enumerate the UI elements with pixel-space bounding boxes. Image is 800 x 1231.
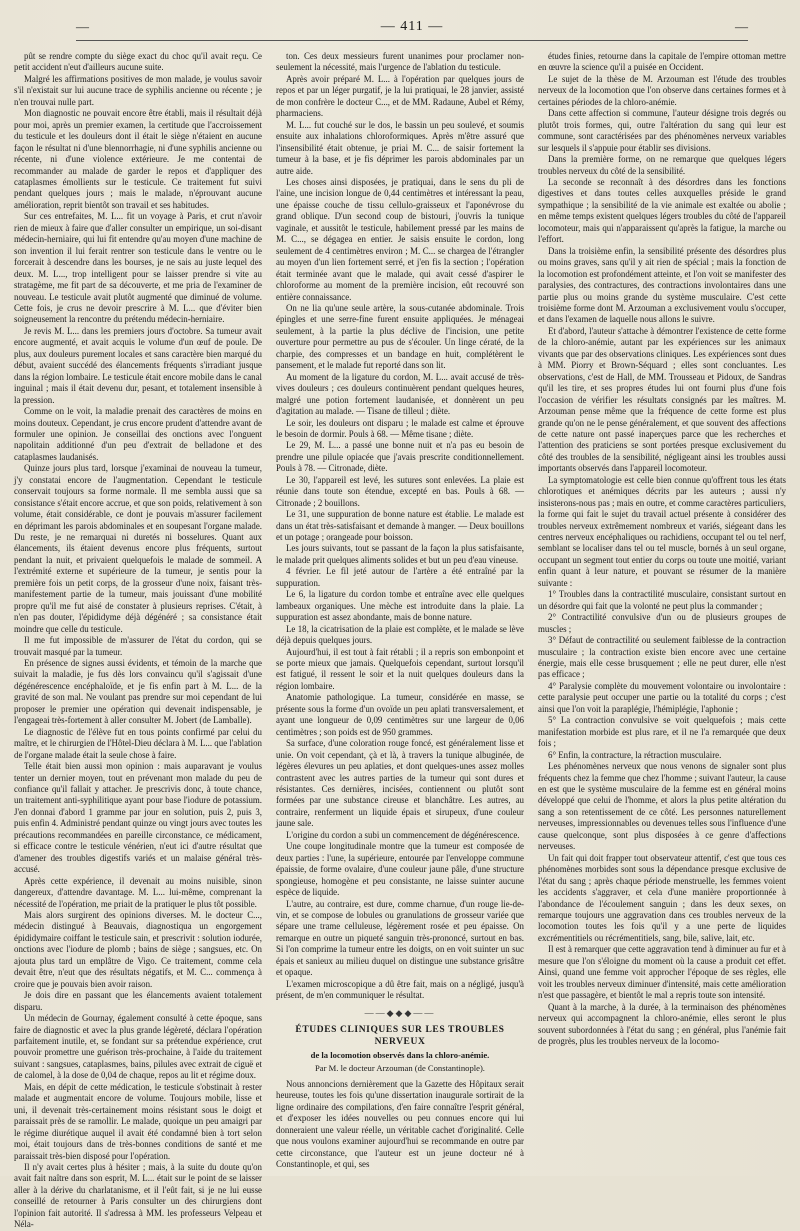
paragraph: Il me fut impossible de m'assurer de l'état du cordon, qui se trouvait masqué par la tumeur. [14, 635, 262, 657]
paragraph: Le 30, l'appareil est levé, les sutures sont enlevées. La plaie est réunie dans toute son étendue, excepté en bas. Pouls à 68. — Citronade ; 2 bouillons. [276, 474, 524, 508]
paragraph: Après cette expérience, il devenait au moins nuisible, sinon dangereux, d'attendre davantage. M. L... lui-même, comprenant la nécessité de l'opération, me priait de la pratiquer le plus tôt possible. [14, 875, 262, 909]
header-left-dash: — [76, 19, 89, 34]
paragraph: Au moment de la ligature du cordon, M. L... avait accusé de très-vives douleurs ; ces douleurs continuèrent pendant quelques heures, malgré une potion fortement laudanisée, et donnèrent un peu d'agitation au malade. — Tisane de tilleul ; diète. [276, 371, 524, 417]
paragraph: Les phénomènes nerveux que nous venons de signaler sont plus fréquents chez la femme que chez l'homme ; suivant l'auteur, la cause en est que le système musculaire de la femme est en général moins développé que celui de l'homme, et alors la plus petite altération du sang a son retentissement de ce côté. Les personnes naturellement nerveuses, impressionnables ou devenues telles sous l'influence d'une cause quelconque, sont plus disposées à ce genre d'affections nerveuses. [538, 761, 786, 852]
paragraph: Mais, en dépit de cette médication, le testicule s'obstinait à rester malade et augmentait encore de volume. Toujours mobile, lisse et uni, il devenait très-certainement moins résistant sous le doigt et paraissait près de se ramollir. Le malade, quoique un peu amaigri par le régime diurétique auquel il avait été condamné bien à tort selon moi, était toujours dans de très-bonnes conditions de santé et me paraissait très-bien disposé pour l'opération. [14, 1081, 262, 1161]
paragraph: Nous annoncions dernièrement que la Gazette des Hôpitaux serait heureuse, toutes les fois qu'une dissertation inaugurale sortirait de la ligne ordinaire des compilations, d'en faire connaître l'esprit général, et d'exposer les idées nouvelles ou peu connues encore qui lui donneraient une valeur réelle, un véritable cachet d'originalité. Celle que nous voulons examiner aujourd'hui se recommande en outre par cette circonstance, que l'auteur est un jeune docteur né à Constantinople, et qui, ses [276, 1078, 524, 1170]
paragraph: On ne lia qu'une seule artère, la sous-cutanée abdominale. Trois épingles et une serre-fine furent ensuite appliquées. Je ménageai seulement, à la partie la plus déclive de l'incision, une petite ouverture pour permettre au pus de s'écouler. Un linge cératé, de la charpie, des compresses et un bandage en huit, complétèrent le pansement, et le malade fut reporté dans son lit. [276, 302, 524, 371]
paragraph: Je revis M. L... dans les premiers jours d'octobre. Sa tumeur avait encore augmenté, et avait acquis le volume d'un œuf de poule. De plus, aux douleurs purement locales et sans caractère bien marqué du début, avaient succédé des élancements fréquents s'irradiant jusque dans la région lombaire. Le testicule était encore mobile dans le canal inguinal ; mais il était devenu dur, pesant, et totalement insensible à la pression. [14, 325, 262, 405]
paragraph: Mais alors surgirent des opinions diverses. M. le docteur C..., médecin distingué à Beauvais, diagnostiqua un engorgement épididymaire coiffant le testicule sain, et prescrivit : solution iodurée, onctions avec l'iodure de plomb ; bains de siège ; sangsues, etc. On ajouta plus tard un emplâtre de Vigo. Ce traitement, comme cela devait être, n'eut que des résultats négatifs, et M. C... commença à croire que je pouvais bien avoir raison. [14, 909, 262, 989]
page-header [76, 14, 748, 41]
paragraph: Sa surface, d'une coloration rouge foncé, est généralement lisse et unie. On voit cependant, çà et là, à travers la tunique albuginée, de légères élevures un peu aplaties, et dont quelques-unes assez molles contrastent avec les autres parties de la tumeur qui sont dures et résistantes. Ces dernières, incisées, contiennent ou plutôt sont formées par une substance cireuse et blanchâtre. Les autres, au contraire, renferment un liquide épais et sirupeux, d'une couleur jaune sale. [276, 738, 524, 829]
column-right [538, 51, 786, 1161]
paragraph: Quinze jours plus tard, lorsque j'examinai de nouveau la tumeur, j'y constatai encore de l'augmentation. Cependant le testicule conservait toujours sa forme normale. Il me sembla aussi que sa consistance s'était encore accrue, et que son poids, relativement à son volume, était considérable, ce dont je pouvais m'assurer facilement en déprimant les parois abdominales et en soupesant l'organe malade. Du reste, je ne remarquai ni duretés ni bosselures. Quant aux élancements, ils étaient devenus encore plus fréquents, surtout pendant la nuit, et privaient quelquefois le malade de sommeil. A l'extrémité externe et supérieure de la tumeur, je sentis pour la première fois un petit corps, de la grosseur d'une noix, faisant très-manifestement partie de la tumeur, mais jouissant d'une mobilité propre qu'il me fut aisé de constater à plusieurs reprises. C'était, à n'en pas douter, l'épididyme déjà dégénéré ; sa consistance était moindre que celle du testicule. [14, 463, 262, 634]
paragraph: Le soir, les douleurs ont disparu ; le malade est calme et éprouve le besoin de dormir. Pouls à 68. — Même tisane ; diète. [276, 417, 524, 439]
paragraph: ton. Ces deux messieurs furent unanimes pour proclamer non-seulement la nécessité, mais l'urgence de l'ablation du testicule. [276, 51, 524, 73]
paragraph: Un médecin de Gournay, également consulté à cette époque, sans faire de diagnostic et avec la plus grande légèreté, déclara l'opération parfaitement inutile, et, se fondant sur sa prétendue expérience, crut pouvoir promettre une guérison très-prochaine, à l'aide du traitement suivant : sangsues, cataplasmes, bains, pilules avec extrait de ciguë et de calomel, à la dose de 0,04 de chaque, repos au lit et régime doux. [14, 1013, 262, 1081]
paragraph: Aujourd'hui, il est tout à fait rétabli ; il a repris son embonpoint et se porte mieux que jamais. Quelquefois cependant, surtout lorsqu'il est fatigué, il ressent le soir et la nuit quelques douleurs dans la région lombaire. [276, 646, 524, 691]
paragraph: 3° Défaut de contractilité ou seulement faiblesse de la contraction musculaire ; la contraction existe bien encore avec une certaine énergie, mais elle cesse brusquement ; elle ne peut durer, elle n'est pas efficace ; [538, 635, 786, 680]
paragraph: Un fait qui doit frapper tout observateur attentif, c'est que tous ces phénomènes morbides sont sous la dépendance presque exclusive de l'état du sang ; après chaque période menstruelle, les femmes voient les accidents s'aggraver, et cela d'une manière proportionnée à l'abondance de l'écoulement sanguin ; dans les deux sexes, on remarque toujours une aggravation dans ces troubles nerveux de la locomotion toutes les fois qu'il y a une perte de liquides excrémentitiels ou récrémentitiels, sang, bile, salive, lait, etc. [538, 852, 786, 943]
paragraph: En présence de signes aussi évidents, et témoin de la marche que suivait la maladie, je fus dès lors convaincu qu'il s'agissait d'une dégénérescence encéphaloïde, et je fis enfin part à M. L... de la gravité de son mal. Ne voulant pas prendre sur moi cependant de lui proposer le premier une opération qui devenait indispensable, je l'engageai très-fortement à aller consulter M. Jobert (de Lamballe). [14, 658, 262, 726]
paragraph: Sur ces entrefaites, M. L... fit un voyage à Paris, et crut n'avoir rien de mieux à faire que d'aller consulter un empirique, un soi-disant médecin-herniaire, qui lui fit entendre qu'au moyen d'une machine de son invention il lui ferait rentrer son testicule dans le ventre ou le forcerait à descendre dans les bourses, je ne sais au juste lequel des deux. M. L..., trop intelligent pour se laisser prendre si vite au stratagème, me fit part de sa découverte, et me pria de l'examiner de nouveau. Le testicule avait plutôt augmenté que diminué de volume. Cette fois, je crus ne devoir prescrire à M. L... que d'éviter bien soigneusement la rencontre du prétendu médecin-herniaire. [14, 211, 262, 325]
paragraph: Le 31, une suppuration de bonne nature est établie. Le malade est dans un état très-satisfaisant et demande à manger. — Deux bouillons et un potage ; orangeade pour boisson. [276, 509, 524, 543]
page-number: — 411 — [380, 19, 444, 34]
paragraph: Je dois dire en passant que les élancements avaient totalement disparu. [14, 990, 262, 1012]
paragraph: 4 février. Le fil jeté autour de l'artère a été entraîné par la suppuration. [276, 566, 524, 588]
column-middle-article [276, 1079, 524, 1171]
article-byline: Par M. le docteur Arzouman (de Constantinople). [315, 1063, 485, 1074]
paragraph: Le diagnostic de l'élève fut en tous points confirmé par celui du maître, et le chirurgien de l'Hôtel-Dieu déclara à M. L... que l'ablation de l'organe malade était la seule chose à faire. [14, 726, 262, 760]
text-columns [14, 51, 786, 1230]
paragraph: 4° Paralysie complète du mouvement volontaire ou involontaire : cette paralysie peut occuper une partie ou la totalité du corps ; c'est ainsi que l'on voit la paraplégie, l'hémiplégie, l'aphonie ; [538, 680, 786, 714]
paragraph: Il n'y avait certes plus à hésiter ; mais, à la suite du doute qu'on avait fait naître dans son esprit, M. L... était sur le point de se laisser aller à la dérive du charlatanisme, et il l'eût fait, si je ne lui eusse conseillé de retourner à Paris consulter un des chirurgiens dont l'opinion fait autorité. Il s'adressa à MM. les professeurs Velpeau et Néla- [14, 1161, 262, 1230]
paragraph: Malgré les affirmations positives de mon malade, je voulus savoir s'il n'existait sur lui aucune trace de syphilis ancienne ou récente ; je n'en trouvai nulle part. [14, 73, 262, 107]
column-left [14, 51, 262, 1230]
paragraph: 2° Contractilité convulsive d'un ou de plusieurs groupes de muscles ; [538, 612, 786, 634]
paragraph: Comme on le voit, la maladie prenait des caractères de moins en moins douteux. Cependant, je crus encore prudent d'attendre avant de formuler une opinion. Je conseillai des onctions avec l'onguent napolitain additionné d'un peu d'extrait de belladone et des cataplasmes laudanisés. [14, 406, 262, 462]
paragraph: 1° Troubles dans la contractilité musculaire, consistant surtout en un désordre qui fait que la volonté ne peut plus la commander ; [538, 589, 786, 611]
paragraph: M. L... fut couché sur le dos, le bassin un peu soulevé, et soumis ensuite aux inhalations chloroformiques. Après m'être assuré que l'insensibilité était obtenue, je priai M. C... de saisir fortement la tumeur à la base, et je fis déprimer les parois abdominales par un autre aide. [276, 119, 524, 176]
column-middle [276, 51, 524, 1170]
paragraph: Une coupe longitudinale montre que la tumeur est composée de deux parties : l'une, la supérieure, entourée par l'enveloppe commune épaissie, de forme ovalaire, d'une couleur jaune pâle, d'une structure spongieuse, homogène et peu consistante, ne laisse suinter aucune espèce de liquide. [276, 841, 524, 898]
paragraph: La symptomatologie est celle bien connue qu'offrent tous les états chlorotiques et anémiques décrits par les auteurs ; aussi n'y insisterons-nous pas ; mais en outre, et comme caractères particuliers, la forme qui fait le sujet du travail actuel présente à considérer des troubles nerveux extrêmement nombreux et variés, siégeant dans les centres nerveux encéphaliques ou rachidiens, occupant tel ou tel nerf, semblant se localiser dans tel ou tel muscle, bornés à un seul organe, occupant un segment tout entier du corps ou toute une moitié, variant enfin quant à leur nature, et pouvant se résumer de la manière suivante : [538, 474, 786, 588]
paragraph: Et d'abord, l'auteur s'attache à démontrer l'existence de cette forme de la chloro-anémie, autant par les expériences sur les animaux vivants que par des observations cliniques. Les expériences sont dues à MM. Piorry et Brown-Séquard ; elles sont concluantes. Les observations, c'est de Hall, de MM. Trousseau et Pidoux, de Sandras qu'il les tire, et ses propres études lui ont fourni plus d'une fois l'occasion de vérifier les résultats consignés par les maîtres. M. Arzouman pense même que la fréquence de cette forme est plus grande qu'on ne le pense généralement, et que souvent des affections de cette nature ont passé inaperçues parce que les recherches et l'attention des praticiens se sont portées presque exclusivement du côté des troubles de la sensibilité, négligeant ainsi les troubles aussi importants observés dans l'appareil locomoteur. [538, 325, 786, 474]
paragraph: Il est à remarquer que cette aggravation tend à diminuer au fur et à mesure que l'on s'éloigne du moment où la cause a produit cet effet. Ainsi, quand une femme voit approcher l'époque de ses règles, elle voit les troubles nerveux diminuer d'intensité, mais cette amélioration n'est que passagère, et bientôt le mal a repris toute son intensité. [538, 944, 786, 1001]
paragraph: 5° La contraction convulsive se voit quelquefois ; mais cette manifestation morbide est plus rare, et il ne l'a remarquée que deux fois ; [538, 715, 786, 749]
paragraph: Dans la troisième enfin, la sensibilité présente des désordres plus ou moins graves, sans qu'il y ait rien de spécial ; mais la fonction de la locomotion est profondément atteinte, et l'on voit se manifester des paralysies, des contractures, des contractions involontaires dans une partie plus ou moins grande du système musculaire. C'est cette troisième forme dont M. Arzouman a exclusivement voulu s'occuper, et dans l'examen de laquelle nous allons le suivre. [538, 245, 786, 325]
paragraph: Les jours suivants, tout se passant de la façon la plus satisfaisante, le malade prit quelques aliments solides et but un peu d'eau vineuse. [276, 543, 524, 565]
paragraph: Dans la première forme, on ne remarque que quelques légers troubles nerveux du côté de la sensibilité. [538, 154, 786, 176]
paragraph: L'autre, au contraire, est dure, comme charnue, d'un rouge lie-de-vin, et se compose de lobules ou granulations de grosseur variée que sépare une trame celluleuse, légèrement rosée et peu épaisse. On remarque en outre un piqueté sanguin très-prononcé, surtout en bas. Si l'on comprime la tumeur entre les doigts, on en voit suinter un suc épais et sanieux au milieu duquel on distingue une substance grisâtre et opaque. [276, 898, 524, 978]
paragraph: études finies, retourne dans la capitale de l'empire ottoman mettre en œuvre la science qu'il a puisée en Occident. [538, 51, 786, 73]
column-middle-body [276, 51, 524, 1002]
paragraph: pût se rendre compte du siège exact du choc qu'il avait reçu. Ce petit accident n'eut d'ailleurs aucune suite. [14, 51, 262, 73]
paragraph: Telle était bien aussi mon opinion : mais auparavant je voulus tenter un dernier moyen, tout en prévenant mon malade du peu de confiance qu'il fallait y attacher. Je prescrivis donc, à toute chance, un traitement anti-syphilitique ayant pour base l'iodure de potassium. J'en donnai d'abord 1 gramme par jour en solution, puis 2, puis 3, puis enfin 4. Administré pendant quinze ou vingt jours avec toutes les précautions recommandées en pareille circonstance, ce médicament, si efficace contre le testicule vénérien, n'eut ici d'autre résultat que d'amener des troubles digestifs variés et un malaise général très-accusé. [14, 761, 262, 875]
section-divider: ——◆◆◆—— [364, 1007, 436, 1018]
paragraph: Après avoir préparé M. L... à l'opération par quelques jours de repos et par un léger purgatif, je la lui pratiquai, le 28 janvier, assisté de mon confrère le docteur C..., et de MM. Radaune, Aubel et Rémy, pharmaciens. [276, 73, 524, 119]
section-title: ÉTUDES CLINIQUES SUR LES TROUBLES NERVEUX [295, 1025, 505, 1047]
paragraph: La seconde se reconnaît à des désordres dans les fonctions digestives et dans toutes celles auxquelles préside le grand sympathique ; la sensibilité de la vie animale est exaltée ou abolie ; en même temps existent quelques légers troubles du côté de l'appareil locomoteur, mais qui n'apparaissent qu'après la fatigue, la marche ou l'effort. [538, 176, 786, 245]
paragraph: Le 18, la cicatrisation de la plaie est complète, et le malade se lève déjà depuis quelques jours. [276, 623, 524, 646]
paragraph: Anatomie pathologique. La tumeur, considérée en masse, se présente sous la forme d'un ovoïde un peu aplati transversalement, et ayant une longueur de 0,09 centimètres sur une largeur de 0,06 centimètres ; son poids est de 950 grammes. [276, 692, 524, 737]
paragraph: Les choses ainsi disposées, je pratiquai, dans le sens du pli de l'aine, une incision longue de 0,44 centimètres et intéressant la peau, une épaisse couche de tissu cellulo-graisseux et l'aponévrose du grand oblique. D'un second coup de bistouri, j'ouvris la tunique vaginale, et aussitôt le testicule, habilement pressé par les mains de M. C..., se dégagea en entier. Je saisis ensuite le cordon, long seulement de 4 centimètres environ ; M. C... se chargea de l'étrangler au moyen d'un lien fortement serré, et j'en fis la section ; l'opération était terminée avant que le malade, qui avait cessé d'aspirer le chloroforme au moment de la première incision, eût recouvré son entière connaissance. [276, 176, 524, 302]
paragraph: L'origine du cordon a subi un commencement de dégénérescence. [286, 829, 520, 840]
paragraph: Le 29, M. L... a passé une bonne nuit et n'a pas eu besoin de prendre une pilule opiacée que j'avais prescrite conditionnellement. Pouls à 78. — Citronade, diète. [276, 440, 524, 474]
paragraph: L'examen microscopique a dû être fait, mais on a négligé, jusqu'à présent, de m'en communiquer le résultat. [276, 978, 524, 1001]
paragraph: Dans cette affection si commune, l'auteur désigne trois degrés ou plutôt trois formes, qui, outre l'altération du sang qui leur est commune, sont caractérisées par des phénomènes nerveux variables sur lesquels il s'appuie pour établir ses divisions. [538, 108, 786, 153]
paragraph: Le 6, la ligature du cordon tombe et entraîne avec elle quelques lambeaux organiques. Une mèche est introduite dans la plaie. La suppuration est assez abondante, mais de bonne nature. [276, 589, 524, 623]
section-subtitle: de la locomotion observés dans la chloro-anémie. [310, 1049, 490, 1060]
paragraph: 6° Enfin, la contracture, la rétraction musculaire. [548, 749, 722, 760]
paragraph: Mon diagnostic ne pouvait encore être établi, mais il résultait déjà pour moi, après un premier examen, la certitude que l'accroissement du testicule et les douleurs dont il était le siège n'étaient en aucune façon le résultat ni d'une blennorrhagie, ni d'une syphilis ancienne ou récente, ni d'une violence extérieure. Je me contentai de recommander au malade de garder le repos et d'appliquer des cataplasmes émollients sur le testicule. Ce traitement fut suivi pendant quelques jours ; mais le malade, n'éprouvant aucune amélioration, reprit bientôt son travail et ses habitudes. [14, 108, 262, 210]
paragraph: Le sujet de la thèse de M. Arzouman est l'étude des troubles nerveux de la locomotion que l'on observe dans certaines formes et à certaines périodes de la chloro-anémie. [538, 73, 786, 107]
paragraph: Quant à la marche, à la durée, à la terminaison des phénomènes nerveux qui accompagnent la chloro-anémie, elles seront le plus souvent subordonnées à l'état du sang ; en général, plus l'anémie fait de progrès, plus les troubles nerveux de la locomo- [538, 1001, 786, 1046]
header-right-dash: — [734, 19, 748, 34]
